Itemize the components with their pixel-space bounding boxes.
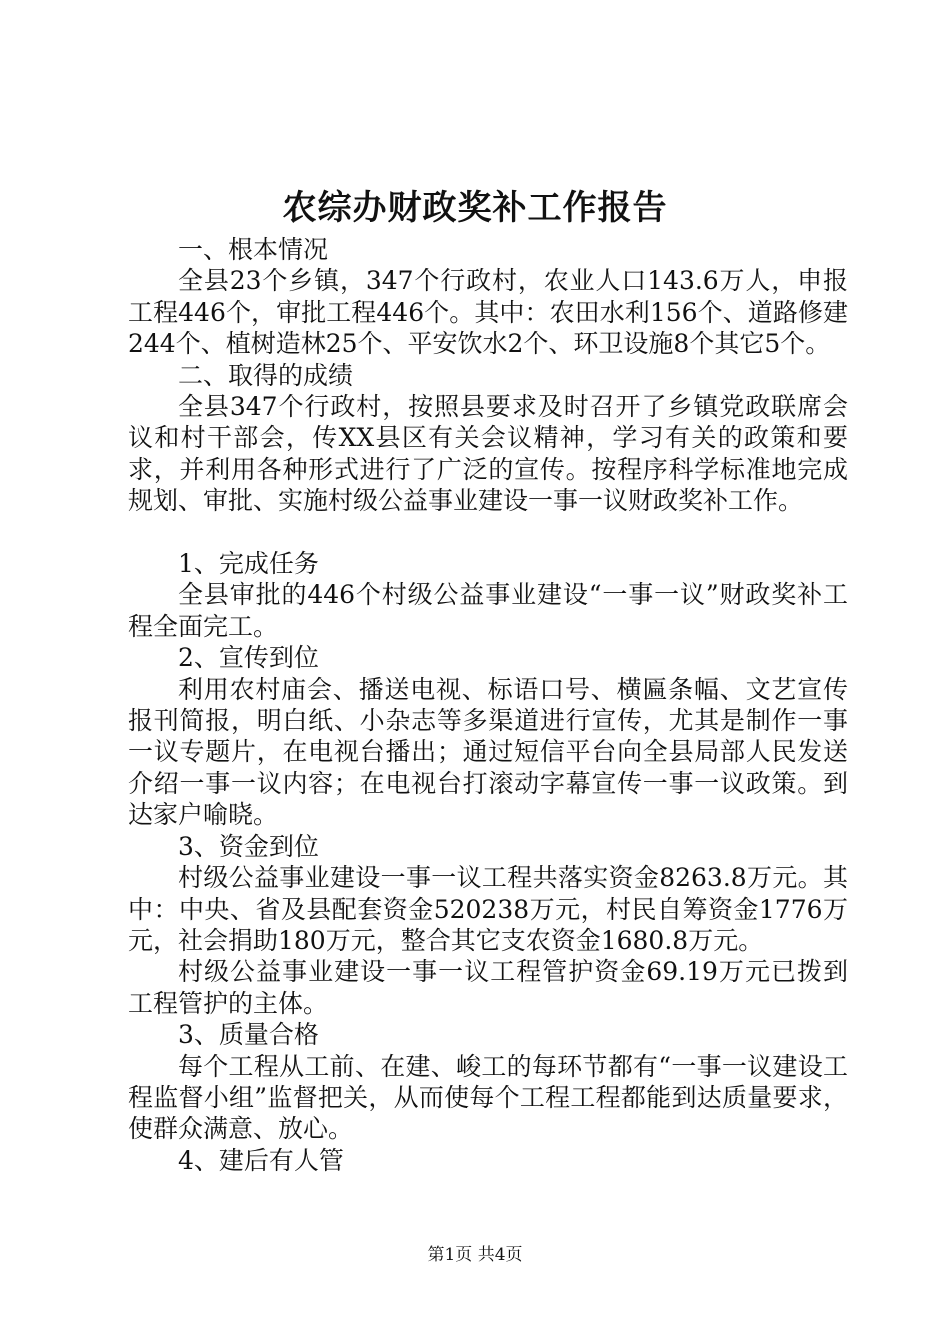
section-heading: 一、根本情况 xyxy=(178,235,329,264)
paragraph: 全县23个乡镇，347个行政村，农业人口143.6万人，申报工程446个，审批工程446个。其中：农田水利156个、道路修建244个、植树造林25个、平安饮水2个、环卫设施8个其它5个。 xyxy=(128,266,848,359)
section-heading: 二、取得的成绩 xyxy=(178,360,354,390)
paragraph: 全县347个行政村，按照县要求及时召开了乡镇党政联席会议和村干部会，传XX县区有关会议精神，学习有关的政策和要求，并利用各种形式进行了广泛的宣传。按程序科学标准地完成规划、审批、实施村级公益事业建设一事一议财政奖补工作。 xyxy=(128,392,848,516)
subsection-heading: 2、宣传到位 xyxy=(178,643,319,673)
paragraph: 每个工程从工前、在建、峻工的每环节都有“一事一议建设工程监督小组”监督把关，从而使每个工程工程都能到达质量要求，使群众满意、放心。 xyxy=(128,1051,848,1144)
subsection-heading: 3、质量合格 xyxy=(178,1020,319,1050)
document-title: 农综办财政奖补工作报告 xyxy=(282,188,668,228)
paragraph: 全县审批的446个村级公益事业建设“一事一议”财政奖补工程全面完工。 xyxy=(128,580,848,641)
subsection-heading: 4、建后有人管 xyxy=(178,1145,344,1175)
paragraph: 村级公益事业建设一事一议工程共落实资金8263.8万元。其中：中央、省及县配套资金520238万元，村民自筹资金1776万元，社会捐助180万元，整合其它支农资金1680.8万元。 xyxy=(128,863,848,955)
paragraph: 利用农村庙会、播送电视、标语口号、横匾条幅、文艺宣传报刊简报，明白纸、小杂志等多渠道进行宣传，尤其是制作一事一议专题片，在电视台播出；通过短信平台向全县局部人民发送介绍一事一议内容；在电视台打滚动字幕宣传一事一议政策。到达家户喻晓。 xyxy=(128,674,848,830)
subsection-heading: 1、完成任务 xyxy=(178,549,319,579)
document-body xyxy=(128,234,848,1176)
blank-line xyxy=(128,517,848,548)
subsection-heading: 3、资金到位 xyxy=(178,831,319,861)
page-number-footer: 第1页 共4页 xyxy=(427,1245,523,1265)
paragraph: 村级公益事业建设一事一议工程管护资金69.19万元已拨到工程管护的主体。 xyxy=(128,957,848,1018)
